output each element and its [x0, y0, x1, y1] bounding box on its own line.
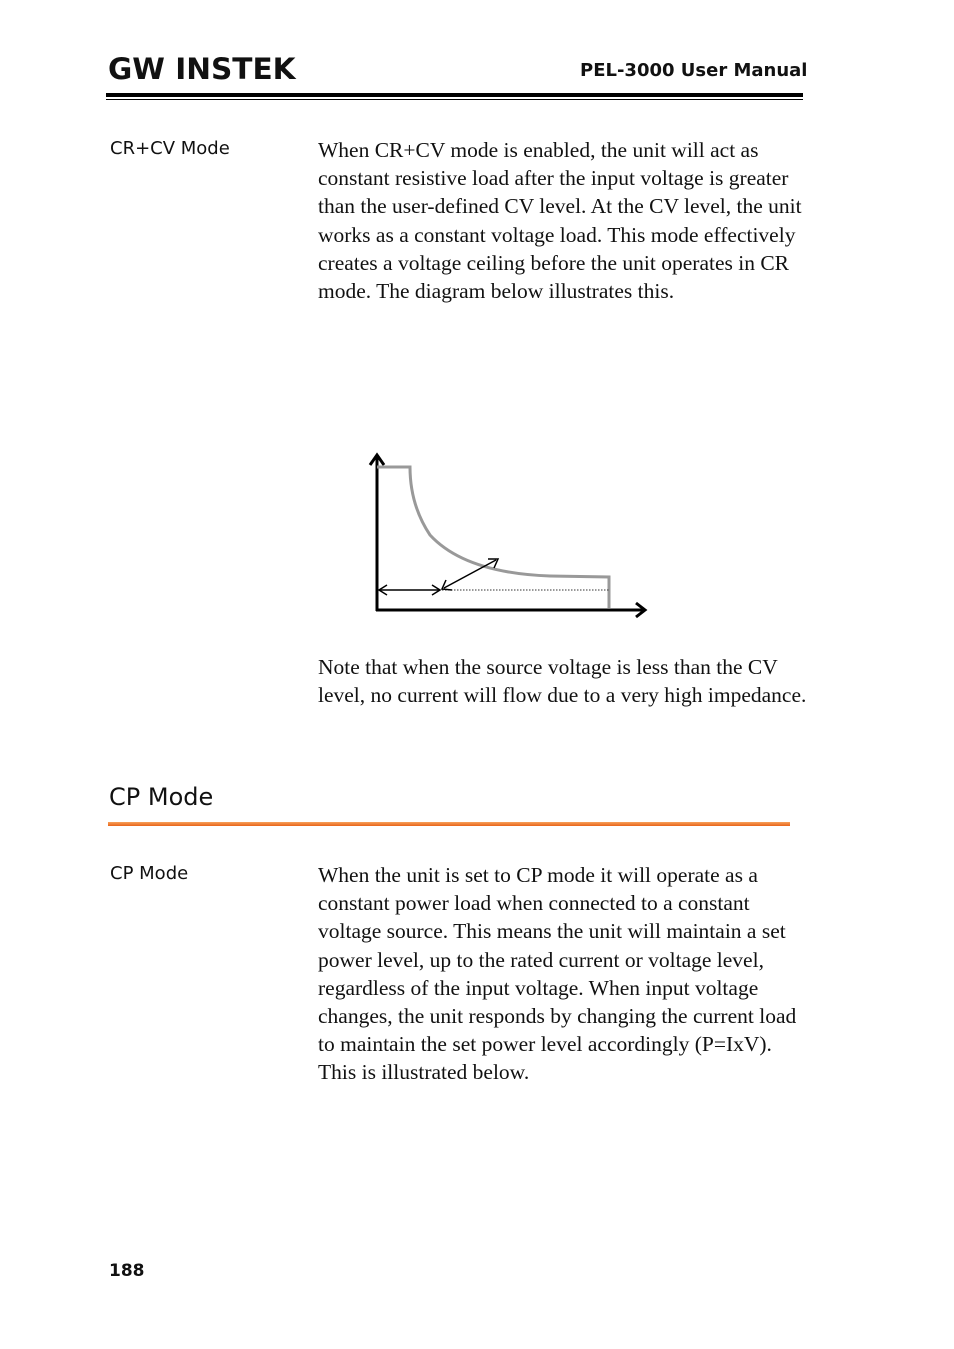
header-rule [106, 93, 803, 97]
page-number: 188 [109, 1261, 145, 1281]
load-curve [377, 467, 609, 608]
section-rule [108, 822, 790, 826]
cp-paragraph: When the unit is set to CP mode it will operate as a constant power load when connected to a constant voltage source. This means the unit will maintain a set power level, up to the rated current or voltage level, regardless of the input voltage. When input voltage changes, the unit responds by changing the current load to maintain the set power level accordingly (P=IxV). This is illustrated below. [318, 863, 797, 1085]
crcv-diagram [360, 445, 660, 625]
cr-double-arrow [444, 560, 496, 588]
header-rule-thin [106, 99, 803, 100]
brand-logo: GW INSTEK [108, 52, 296, 86]
crcv-note: Note that when the source voltage is less than the CV level, no current will flow due to a very high impedance. [318, 655, 807, 708]
cp-section-heading: CP Mode [109, 783, 214, 811]
crcv-side-label: CR+CV Mode [110, 138, 230, 159]
manual-title: PEL-3000 User Manual [580, 60, 808, 81]
crcv-paragraph: When CR+CV mode is enabled, the unit will act as constant resistive load after the input voltage is greater than the user-defined CV level. At the CV level, the unit works as a constant voltage load. This mode effectively creates a voltage ceiling before the unit operates in CR mode. The diagram below illustrates this. [318, 138, 802, 304]
cp-side-label: CP Mode [110, 863, 189, 884]
